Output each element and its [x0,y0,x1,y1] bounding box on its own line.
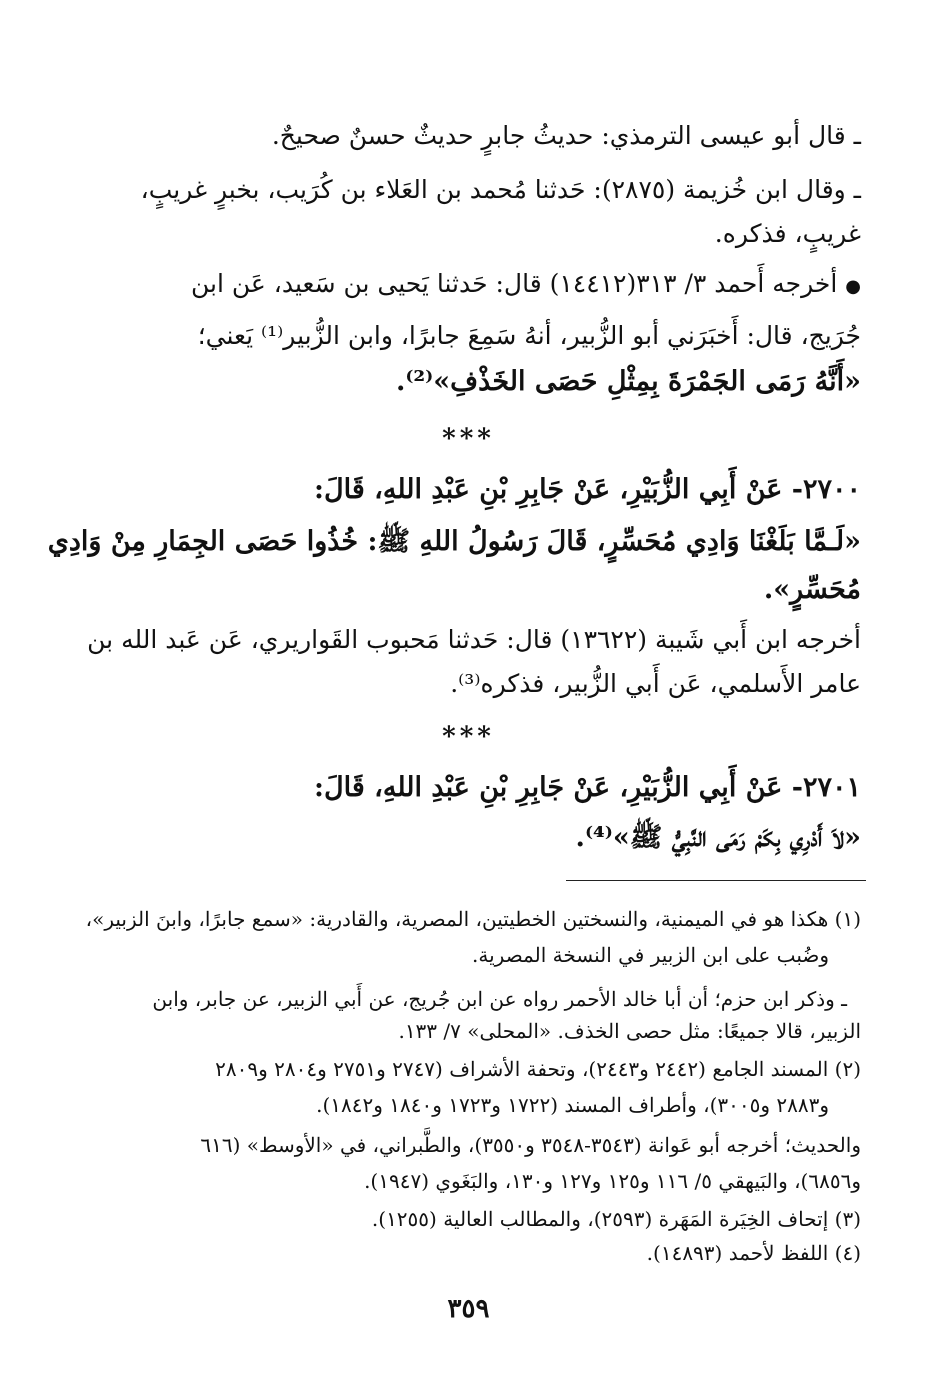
footnote-1-line-1: (١) هكذا هو في الميمنية، والنسختين الخطيتين، المصرية، والقادرية: «سمع جابرًا، وابنَ الزبير»، [85,907,861,931]
bullet-icon: ● [845,276,861,297]
ahmad-takhrij-text: أخرجه أَحمد ٣/ ٣١٣(١٤٤١٢) قال: حَدثنا يَحيى بن سَعيد، عَن ابن [191,269,838,298]
footnote-1-line-3: ـ وذكر ابن حزم؛ أن أبا خالد الأحمر رواه عن ابن جُريج، عن أَبي الزبير، عن جابر، وابن [152,987,847,1011]
footnote-divider [566,880,866,881]
footnote-2-line-3: والحديث؛ أخرجه أبو عَوانة (٣٥٤٣-٣٥٤٨ و٣٥٥٠)، والطَّبراني، في «الأوسط» (٦١٦ [200,1133,861,1157]
footnote-1-line-2: وضُبب على ابن الزبير في النسخة المصرية. [472,943,829,967]
ibn-khuzayma-remark-line-2: غريبٍ، فذكره. [714,219,861,248]
hadith-2701-matn: «لاَ أَدْرِي بِكَمْ رَمَى النَّبِيُّ ﷺ»⁽⁴⁾. [575,822,861,853]
footnote-2-line-2: و٢٨٨٣ و٣٠٠٥)، وأطراف المسند (١٧٢٢ و١٧٢٣ و١٨٤٠ و١٨٤٢). [316,1093,829,1117]
ibn-khuzayma-remark-line-1: ـ وقال ابن خُزيمة (٢٨٧٥): حَدثنا مُحمد بن العَلاء بن كُرَيب، بخبرٍ غريبٍ، [140,175,861,204]
ahmad-takhrij-line-1 [191,266,861,305]
hadith-2700-takhrij-line-1: أخرجه ابن أَبي شَيبة (١٣٦٢٢) قال: حَدثنا مَحبوب القَواريري، عَن عَبد الله بن [87,625,861,654]
ahmad-hadith-matn: «أَنَّهُ رَمَى الجَمْرَةَ بِمِثْلِ حَصَى الخَذْفِ»⁽²⁾. [395,366,861,397]
hadith-2701-isnad: ٢٧٠١- عَنْ أَبِي الزُّبَيْرِ، عَنْ جَابِرِ بْنِ عَبْدِ اللهِ، قَالَ: [314,772,861,803]
footnote-1-line-4: الزبير، قالا جميعًا: مثل حصى الخذف. «المحلى» ٧/ ١٣٣. [398,1019,861,1043]
page-number: ٣٥٩ [447,1294,490,1324]
section-separator: *** [442,722,495,752]
hadith-2700-isnad: ٢٧٠٠- عَنْ أَبِي الزُّبَيْرِ، عَنْ جَابِرِ بْنِ عَبْدِ اللهِ، قَالَ: [314,474,861,505]
hadith-2700-matn-line-2: مُحَسِّرٍ». [763,574,861,605]
ahmad-takhrij-line-2: جُرَيج، قال: أَخبَرَني أبو الزُّبير، أنهُ سَمِعَ جابرًا، وابن الزُّبير⁽¹⁾ يَعني؛ [197,321,861,350]
footnote-4: (٤) اللفظ لأحمد (١٤٨٩٣). [646,1241,861,1265]
tirmidhi-remark: ـ قال أبو عيسى الترمذي: حديثُ جابرٍ حديثٌ حسنٌ صحيحٌ. [271,121,861,150]
hadith-2700-matn-line-1: «لَـمَّا بَلَغْنَا وَادِي مُحَسِّرٍ، قَالَ رَسُولُ اللهِ ﷺ: خُذُوا حَصَى الجِمَارِ مِنْ وَادِي [47,526,861,557]
footnote-2-line-1: (٢) المسند الجامع (٢٤٤٢ و٢٤٤٣)، وتحفة الأشراف (٢٧٤٧ و٢٧٥١ و٢٨٠٤ و٢٨٠٩ [215,1057,861,1081]
hadith-2700-takhrij-line-2: عامر الأَسلمي، عَن أَبي الزُّبير، فذكره⁽³⁾. [450,669,861,698]
footnote-3: (٣) إتحاف الخِيَرة المَهَرة (٢٥٩٣)، والمطالب العالية (١٢٥٥). [371,1207,861,1231]
footnote-2-line-4: و٦٨٥٦)، والبَيهقي ٥/ ١١٦ و١٢٥ و١٢٧ و١٣٠، والبَغَوي (١٩٤٧). [364,1169,861,1193]
section-separator: *** [442,424,495,454]
